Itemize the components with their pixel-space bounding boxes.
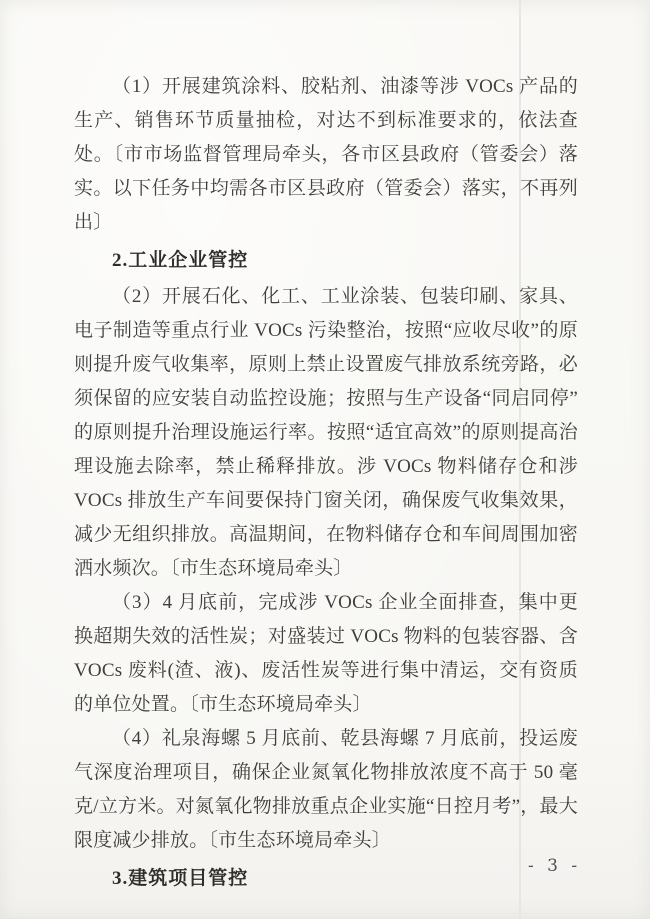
- paragraph-item-3: （3）4 月底前，完成涉 VOCs 企业全面排查，集中更换超期失效的活性炭；对盛装过 VOCs 物料的包装容器、含 VOCs 废料(渣、液)、废活性炭等进行集中清运，交有资质的单位处置。〔市生态环境局牵头〕: [74, 592, 578, 715]
- paragraph-item-4: （4）礼泉海螺 5 月底前、乾县海螺 7 月底前，投运废气深度治理项目，确保企业氮氧化物排放浓度不高于 50 毫克/立方米。对氮氧化物排放重点企业实施“日控月考”，最大限度减少排放。〔市生态环境局牵头〕: [74, 728, 578, 851]
- section-heading-industrial-control: 2.工业企业管控: [112, 250, 249, 271]
- page-number: - 3 -: [528, 856, 582, 876]
- paragraph-item-1: （1）开展建筑涂料、胶粘剂、油漆等涉 VOCs 产品的生产、销售环节质量抽检，对达不到标准要求的，依法查处。〔市市场监督管理局牵头，各市区县政府（管委会）落实。以下任务中均需各市区县政府（管委会）落实，不再列出〕: [74, 76, 578, 233]
- document-body: [74, 70, 578, 898]
- section-heading-construction-control: 3.建筑项目管控: [112, 868, 249, 889]
- paragraph-item-2: （2）开展石化、化工、工业涂装、包装印刷、家具、电子制造等重点行业 VOCs 污染整治，按照“应收尽收”的原则提升废气收集率，原则上禁止设置废气排放系统旁路，必须保留的应安装自动监控设施；按照与生产设备“同启同停”的原则提升治理设施运行率。按照“适宜高效”的原则提高治理设施去除率，禁止稀释排放。涉 VOCs 物料储存仓和涉 VOCs 排放生产车间要保持门窗关闭，确保废气收集效果，减少无组织排放。高温期间，在物料储存仓和车间周围加密洒水频次。〔市生态环境局牵头〕: [74, 286, 578, 579]
